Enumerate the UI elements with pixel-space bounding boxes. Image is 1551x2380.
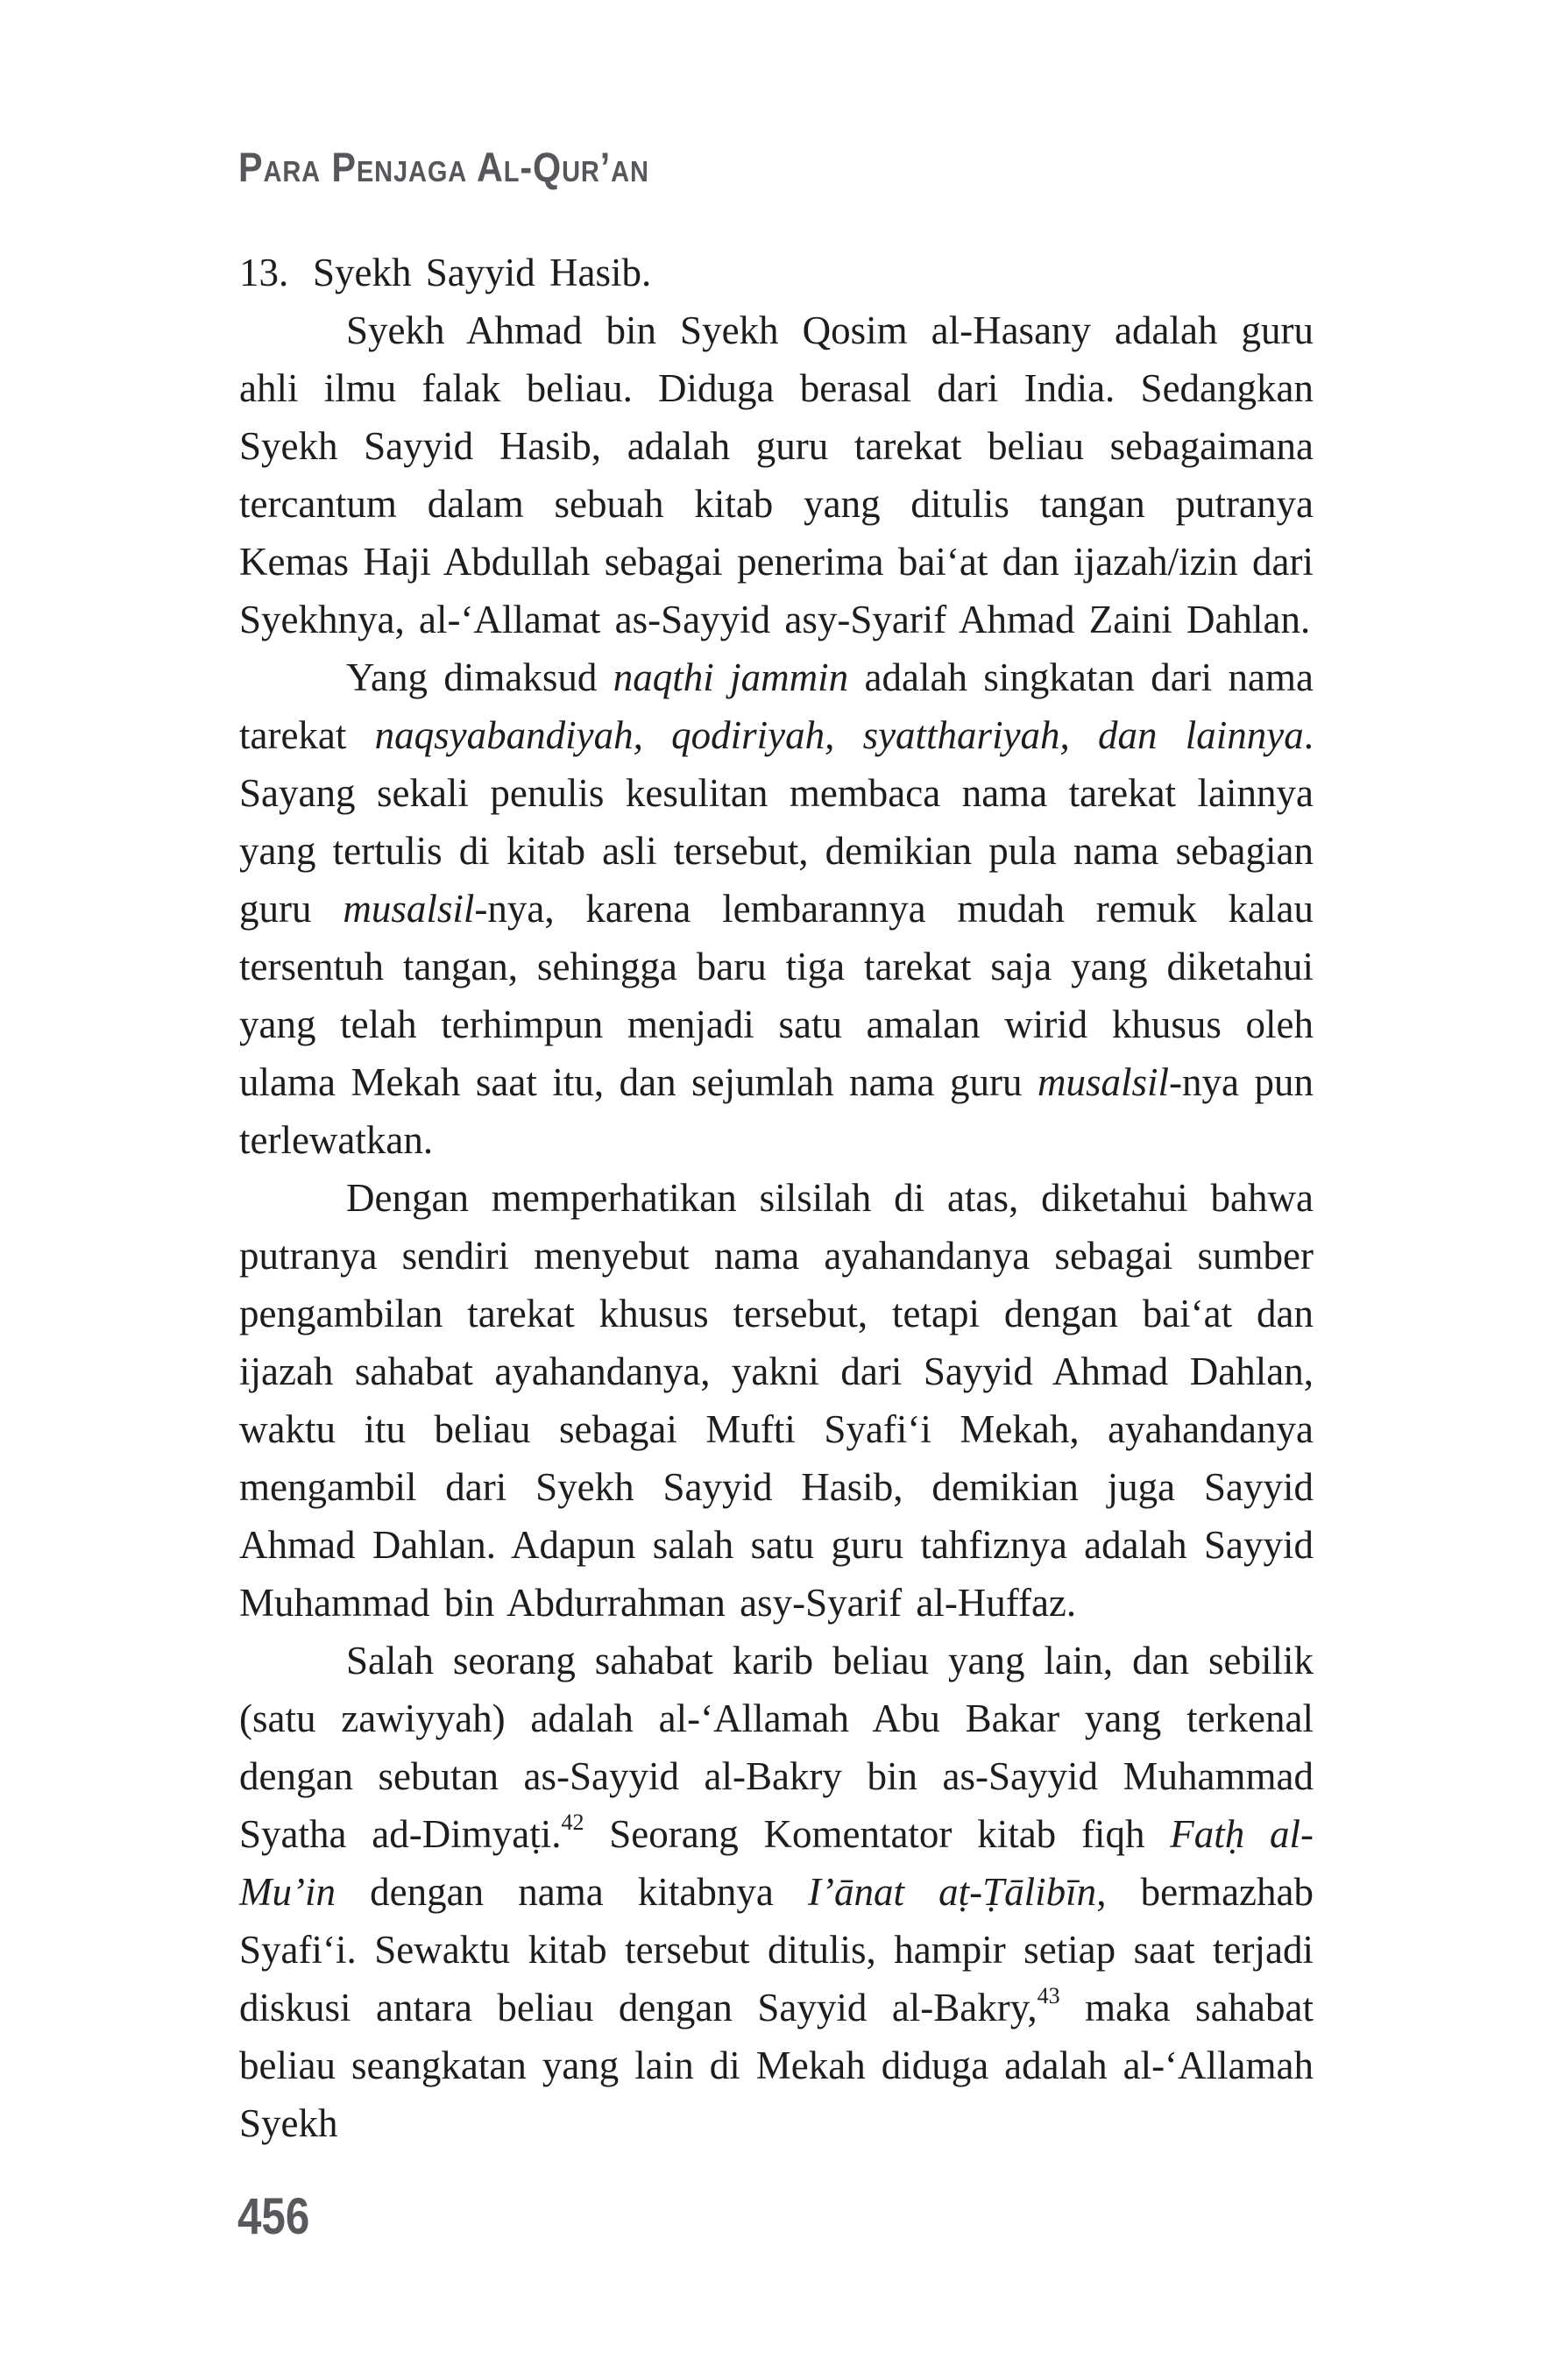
text-run: dengan nama kitabnya [335, 1870, 809, 1914]
text-run: Syekh Ahmad bin Syekh Qosim al-Hasany adalah guru ahli ilmu falak beliau. Diduga berasal dari India. Sedangkan Syekh Sayyid Hasib, adalah guru tarekat beliau sebagaimana tercantum dalam sebuah kitab yang ditulis tangan putranya Kemas Haji Abdullah sebagai penerima bai‘at dan ijazah/izin dari Syekhnya, al-‘Allamat as-Sayyid asy-Syarif Ahmad Zaini Dahlan. [239, 308, 1314, 641]
text-run: Yang dimaksud [346, 655, 613, 699]
text-run: . Sayang sekali penulis kesulitan membaca nama tarekat lainnya yang tertulis di kitab asli tersebut, demikian pula nama sebagian guru [239, 713, 1314, 931]
running-header: Para Penjaga Al-Qur’an [238, 144, 649, 190]
text-run-italic: naqsyabandiyah, qodiriyah, syatthariyah, dan lainnya [374, 713, 1304, 757]
text-run: , bermazhab Syafi‘i. Sewaktu kitab tersebut ditulis, hampir setiap saat terjadi diskusi antara beliau dengan Sayyid al-Bakry, [239, 1870, 1314, 2029]
paragraph-2 [239, 648, 1314, 1169]
text-run-italic: musalsil [343, 887, 475, 931]
text-run: Dengan memperhatikan silsilah di atas, diketahui bahwa putranya sendiri menyebut nama ayahandanya sebagai sumber pengambilan tarekat khusus tersebut, tetapi dengan bai‘at dan ijazah sahabat ayahandanya, yakni dari Sayyid Ahmad Dahlan, waktu itu beliau sebagai Mufti Syafi‘i Mekah, ayahandanya mengambil dari Syekh Sayyid Hasib, demikian juga Sayyid Ahmad Dahlan. Adapun salah satu guru tahfiznya adalah Sayyid Muhammad bin Abdurrahman asy-Syarif al-Huffaz. [239, 1176, 1314, 1625]
page-number: 456 [237, 2188, 310, 2245]
footnote-ref-42: 42 [561, 1810, 584, 1835]
text-run: adalah singkatan dari nama tarekat [239, 655, 1314, 757]
paragraph-4 [239, 1632, 1314, 2152]
text-run: -nya pun terlewatkan. [239, 1060, 1314, 1162]
section-number: 13. [239, 251, 289, 294]
text-run: maka sahabat beliau seangkatan yang lain di Mekah diduga adalah al-‘Allamah Syekh [239, 1986, 1314, 2145]
section-heading [239, 244, 1314, 301]
text-run-italic: naqthi jammin [613, 655, 849, 699]
text-run: -nya, karena lembarannya mudah remuk kalau tersentuh tangan, sehingga baru tiga tarekat saja yang diketahui yang telah terhimpun menjadi satu amalan wirid khusus oleh ulama Mekah saat itu, dan sejumlah nama guru [239, 887, 1314, 1104]
text-run-italic: Fatḥ al-Mu’in [239, 1812, 1314, 1914]
text-run-italic: I’ānat aṭ-Ṭālibīn [808, 1870, 1097, 1914]
page-body [239, 244, 1314, 2152]
text-run: Salah seorang sahabat karib beliau yang lain, dan sebilik (satu zawiyyah) adalah al-‘Allamah Abu Bakar yang terkenal dengan sebutan as-Sayyid al-Bakry bin as-Sayyid Muhammad Syatha ad-Dimyaṭi. [239, 1639, 1314, 1856]
text-run-italic: musalsil [1038, 1060, 1170, 1104]
section-title: Syekh Sayyid Hasib. [313, 251, 652, 294]
text-run: Seorang Komentator kitab fiqh [584, 1812, 1171, 1856]
paragraph-3 [239, 1169, 1314, 1632]
paragraph-1 [239, 301, 1314, 648]
footnote-ref-43: 43 [1037, 1983, 1060, 2008]
